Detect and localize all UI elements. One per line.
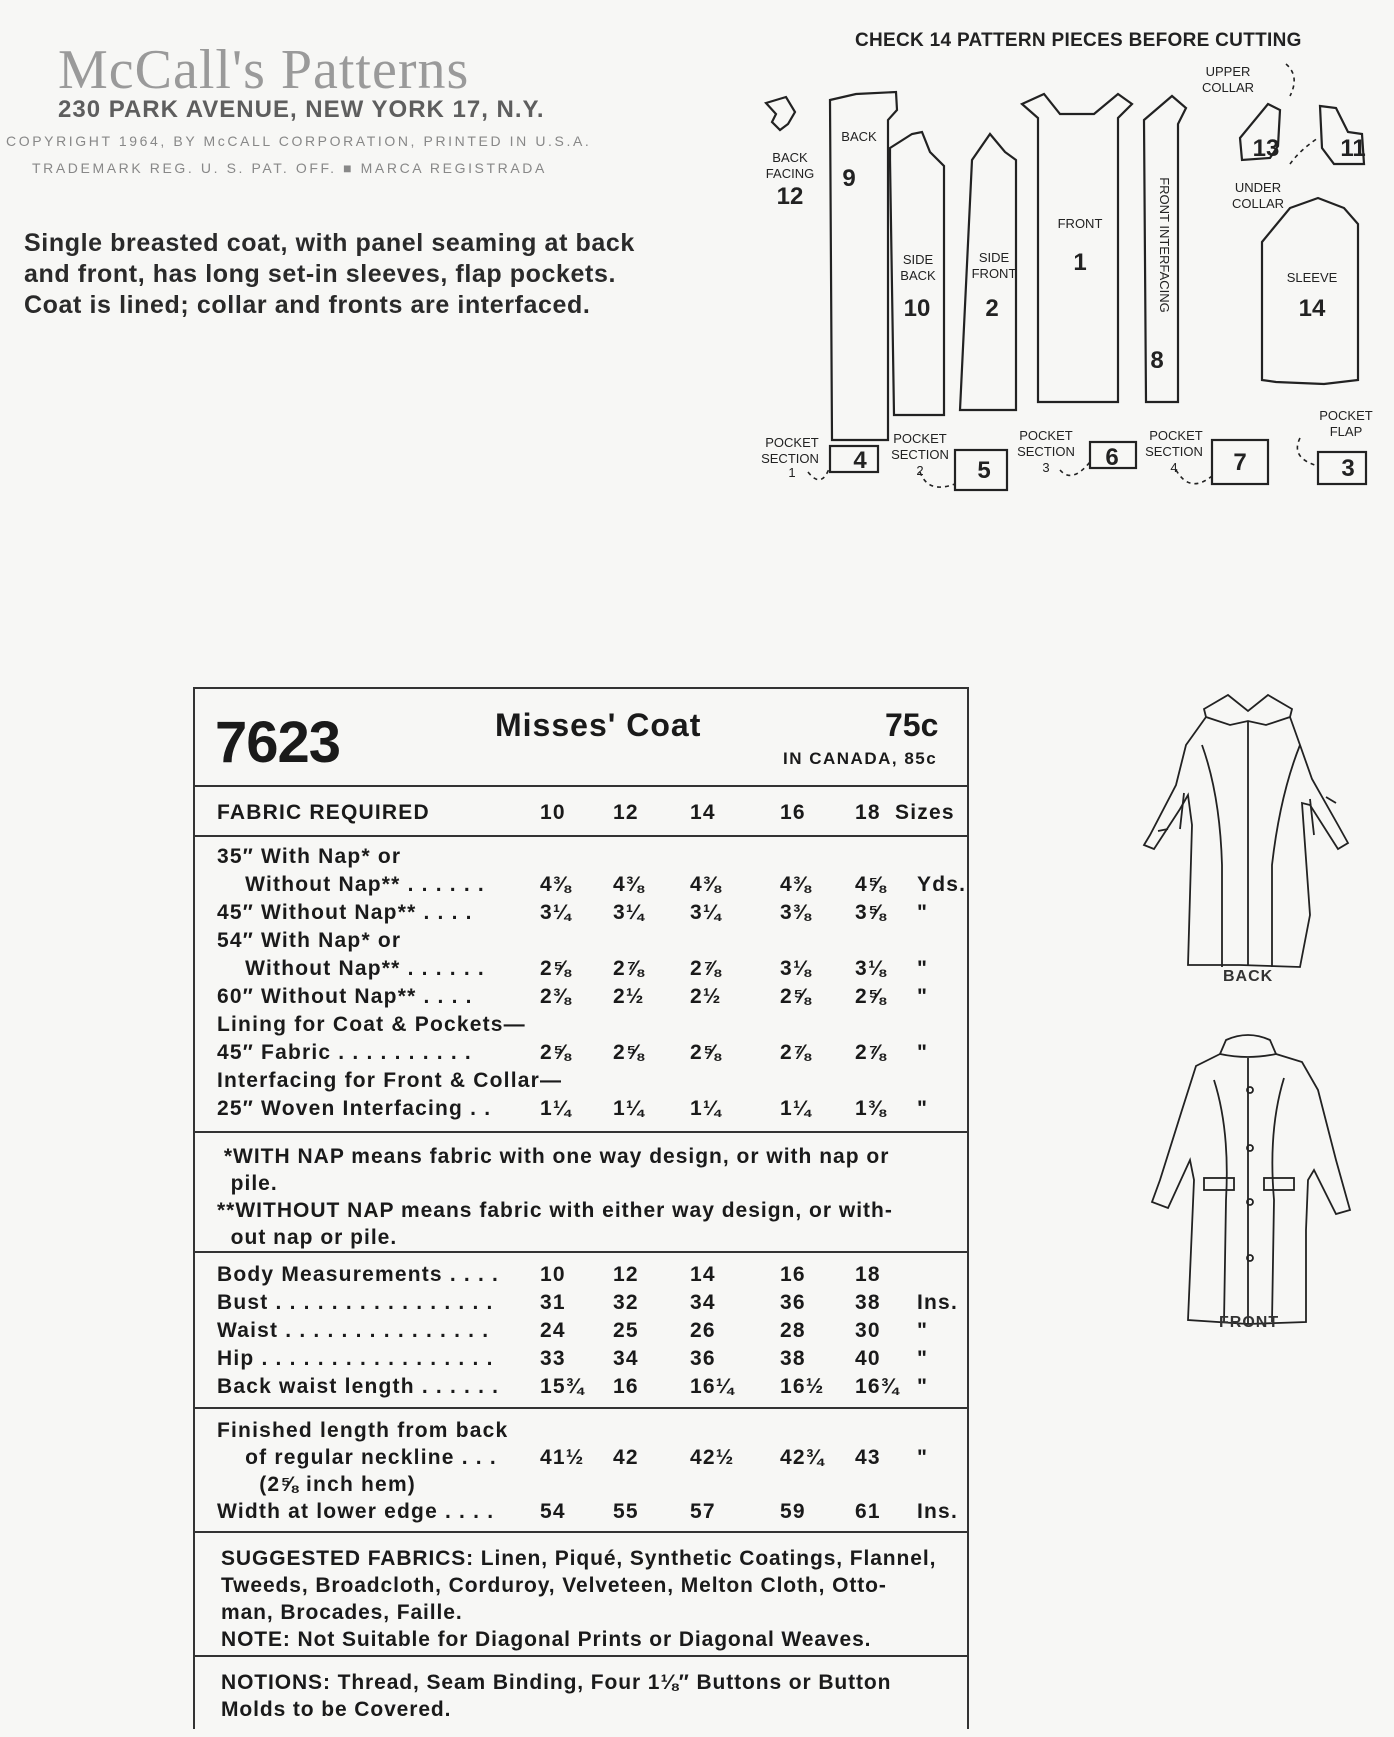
- num-back-facing: 12: [776, 183, 804, 210]
- size-value: 12: [613, 1263, 639, 1286]
- label-side-back-2: BACK: [900, 268, 936, 283]
- size-value: 2⅝: [780, 985, 812, 1008]
- label-pocket-4-b: SECTION: [1145, 444, 1203, 459]
- row-label: 45″ Fabric . . . . . . . . . .: [217, 1041, 472, 1064]
- size-value: 3⅛: [855, 957, 887, 980]
- size-value: 34: [613, 1347, 639, 1370]
- num-under-collar: 11: [1340, 135, 1366, 162]
- garment-sketches: [1140, 685, 1360, 1335]
- table-row: [195, 1375, 967, 1402]
- table-row: [195, 1097, 967, 1124]
- piece-front: [1022, 94, 1132, 402]
- size-value: 30: [855, 1319, 881, 1342]
- size-value: 3¼: [540, 901, 572, 924]
- num-pocket-4: 7: [1233, 449, 1247, 476]
- size-value: 38: [855, 1291, 881, 1314]
- unit-label: ": [917, 901, 929, 924]
- canada-price: IN CANADA, 85c: [783, 749, 938, 768]
- table-row: [195, 901, 967, 928]
- table-row: [195, 1069, 967, 1096]
- table-row: [195, 845, 967, 872]
- label-pocket-3-c: 3: [1042, 460, 1050, 475]
- size-value: 18: [855, 1263, 881, 1286]
- pattern-title: Misses' Coat: [495, 707, 702, 743]
- row-label: of regular neckline . . .: [217, 1446, 497, 1469]
- description-line: and front, has long set-in sleeves, flap pockets.: [24, 260, 617, 288]
- size-value: 4⅜: [690, 873, 722, 896]
- size-header: 12: [613, 801, 639, 824]
- label-sleeve: SLEEVE: [1286, 270, 1338, 285]
- table-row: [195, 1347, 967, 1374]
- row-label: Waist . . . . . . . . . . . . . . .: [217, 1319, 490, 1342]
- label-back-facing-2: FACING: [765, 166, 815, 181]
- unit-label: Ins.: [917, 1500, 958, 1523]
- copyright-line: COPYRIGHT 1964, BY McCALL CORPORATION, PRINTED IN U.S.A.: [6, 133, 592, 149]
- row-label: Bust . . . . . . . . . . . . . . . .: [217, 1291, 494, 1314]
- size-value: 2⅝: [540, 957, 572, 980]
- size-value: 4⅜: [613, 873, 645, 896]
- size-value: 2⅜: [540, 985, 572, 1008]
- size-value: 1¼: [690, 1097, 722, 1120]
- size-value: 25: [613, 1319, 639, 1342]
- row-label: (2⅝ inch hem): [217, 1473, 417, 1496]
- num-pocket-2: 5: [977, 457, 991, 484]
- brand-name: McCall's Patterns: [58, 39, 470, 101]
- size-value: 3¼: [690, 901, 722, 924]
- size-value: 28: [780, 1319, 806, 1342]
- row-label: Without Nap** . . . . . .: [217, 873, 485, 896]
- size-value: 2⅞: [780, 1041, 812, 1064]
- unit-label: ": [917, 1319, 929, 1342]
- back-caption: BACK: [1223, 968, 1274, 985]
- size-value: 10: [540, 1263, 566, 1286]
- size-value: 3⅜: [780, 901, 812, 924]
- num-sleeve: 14: [1298, 295, 1326, 322]
- table-row: [195, 929, 967, 956]
- unit-label: ": [917, 1347, 929, 1370]
- label-side-back-1: SIDE: [902, 252, 934, 267]
- row-label: Body Measurements . . . .: [217, 1263, 500, 1286]
- label-back: BACK: [841, 129, 877, 144]
- label-back-facing-1: BACK: [772, 150, 808, 165]
- size-value: 3⅛: [780, 957, 812, 980]
- fabric-header-label: FABRIC REQUIRED: [217, 801, 430, 824]
- size-value: 2⅝: [855, 985, 887, 1008]
- notions-line: NOTIONS: Thread, Seam Binding, Four 1⅛″ Buttons or Button: [221, 1671, 892, 1694]
- size-value: 54: [540, 1500, 566, 1523]
- piece-sleeve: [1262, 198, 1358, 384]
- size-value: 32: [613, 1291, 639, 1314]
- row-label: Hip . . . . . . . . . . . . . . . . .: [217, 1347, 494, 1370]
- size-value: 2⅝: [613, 1041, 645, 1064]
- nap-note-line: pile.: [217, 1172, 278, 1195]
- label-pocket-3-b: SECTION: [1017, 444, 1075, 459]
- size-value: 61: [855, 1500, 881, 1523]
- size-value: 36: [780, 1291, 806, 1314]
- size-value: 55: [613, 1500, 639, 1523]
- size-value: 2⅝: [690, 1041, 722, 1064]
- unit-label: ": [917, 957, 929, 980]
- label-front-interfacing: FRONT INTERFACING: [1157, 177, 1172, 313]
- size-value: 24: [540, 1319, 566, 1342]
- size-value: 2½: [690, 985, 722, 1008]
- size-value: 36: [690, 1347, 716, 1370]
- brand-address: 230 PARK AVENUE, NEW YORK 17, N.Y.: [58, 96, 545, 123]
- fabric-required-section: [195, 835, 967, 1133]
- back-view-sketch: [1144, 695, 1348, 967]
- row-label: 35″ With Nap* or: [217, 845, 402, 868]
- table-row: [195, 873, 967, 900]
- num-side-back: 10: [903, 295, 931, 322]
- table-row: [195, 1446, 967, 1473]
- notions-line: Molds to be Covered.: [221, 1698, 452, 1721]
- size-value: 16: [780, 1263, 806, 1286]
- table-row: [195, 1319, 967, 1346]
- pattern-header: [195, 689, 967, 785]
- table-row: [195, 1013, 967, 1040]
- size-value: 14: [690, 1263, 716, 1286]
- row-label: 54″ With Nap* or: [217, 929, 402, 952]
- unit-label: ": [917, 1446, 929, 1469]
- row-label: Width at lower edge . . . .: [217, 1500, 495, 1523]
- size-value: 1⅜: [855, 1097, 887, 1120]
- unit-label: Yds.: [917, 873, 967, 896]
- row-label: Without Nap** . . . . . .: [217, 957, 485, 980]
- unit-label: Ins.: [917, 1291, 958, 1314]
- label-under-collar-2: COLLAR: [1231, 196, 1285, 211]
- size-value: 34: [690, 1291, 716, 1314]
- size-value: 4⅜: [780, 873, 812, 896]
- trademark-line: TRADEMARK REG. U. S. PAT. OFF. ■ MARCA REGISTRADA: [32, 160, 547, 176]
- num-pocket-flap: 3: [1341, 455, 1355, 482]
- size-value: 15¾: [540, 1375, 585, 1398]
- description-line: Single breasted coat, with panel seaming at back: [24, 229, 635, 257]
- size-value: 3¼: [613, 901, 645, 924]
- size-value: 2⅞: [690, 957, 722, 980]
- size-value: 1¼: [613, 1097, 645, 1120]
- nap-note-line: out nap or pile.: [217, 1226, 398, 1249]
- size-value: 41½: [540, 1446, 585, 1469]
- pattern-info-table: [193, 687, 969, 1729]
- num-pocket-1: 4: [853, 447, 867, 474]
- size-value: 4⅝: [855, 873, 887, 896]
- label-pocket-1-a: POCKET: [765, 435, 819, 450]
- notions-section: [195, 1655, 967, 1737]
- label-front: FRONT: [1057, 216, 1103, 231]
- nap-note-line: **WITHOUT NAP means fabric with either way design, or with-: [217, 1199, 893, 1222]
- body-measurements-section: [195, 1251, 967, 1409]
- nap-notes-section: [195, 1131, 967, 1253]
- size-value: 1¼: [540, 1097, 572, 1120]
- row-label: Interfacing for Front & Collar—: [217, 1069, 563, 1092]
- pattern-number: 7623: [215, 710, 341, 775]
- piece-back: [830, 92, 897, 440]
- num-upper-collar: 13: [1252, 135, 1280, 162]
- table-row: [195, 1500, 967, 1527]
- size-value: 1¼: [780, 1097, 812, 1120]
- label-pocket-1-b: SECTION: [761, 451, 819, 466]
- nap-note-line: *WITH NAP means fabric with one way design, or with nap or: [217, 1145, 890, 1168]
- unit-label: ": [917, 985, 929, 1008]
- suggested-line: SUGGESTED FABRICS: Linen, Piqué, Synthetic Coatings, Flannel,: [221, 1547, 937, 1570]
- label-pocket-2-a: POCKET: [893, 431, 947, 446]
- unit-label: ": [917, 1097, 929, 1120]
- table-row: [195, 957, 967, 984]
- suggested-line: Tweeds, Broadcloth, Corduroy, Velveteen, Melton Cloth, Otto-: [221, 1574, 887, 1597]
- label-side-front-1: SIDE: [978, 250, 1010, 265]
- unit-label: ": [917, 1041, 929, 1064]
- front-view-sketch: [1152, 1035, 1350, 1324]
- num-side-front: 2: [985, 295, 999, 322]
- pattern-pieces-diagram: [0, 0, 1394, 520]
- num-front: 1: [1073, 249, 1087, 276]
- pieces-title: CHECK 14 PATTERN PIECES BEFORE CUTTING: [855, 30, 1302, 51]
- row-label: Back waist length . . . . . .: [217, 1375, 500, 1398]
- size-value: 4⅜: [540, 873, 572, 896]
- label-side-front-2: FRONT: [971, 266, 1017, 281]
- size-value: 38: [780, 1347, 806, 1370]
- table-row: [195, 1473, 967, 1500]
- size-value: 16: [613, 1375, 639, 1398]
- size-header: 10: [540, 801, 566, 824]
- label-pocket-3-a: POCKET: [1019, 428, 1073, 443]
- label-pocket-4-a: POCKET: [1149, 428, 1203, 443]
- finished-length-section: [195, 1407, 967, 1533]
- label-pocket-flap-1: POCKET: [1319, 408, 1373, 423]
- table-row: [195, 1419, 967, 1446]
- row-label: 25″ Woven Interfacing . .: [217, 1097, 492, 1120]
- piece-back-facing: [766, 97, 795, 130]
- size-value: 26: [690, 1319, 716, 1342]
- label-pocket-4-c: 4: [1170, 460, 1178, 475]
- size-value: 42: [613, 1446, 639, 1469]
- size-value: 2⅝: [540, 1041, 572, 1064]
- label-pocket-2-c: 2: [916, 463, 924, 478]
- suggested-fabrics-section: [195, 1531, 967, 1657]
- front-caption: FRONT: [1219, 1314, 1280, 1331]
- size-value: 59: [780, 1500, 806, 1523]
- num-pocket-3: 6: [1105, 444, 1119, 471]
- table-row: [195, 985, 967, 1012]
- size-header: 18: [855, 801, 881, 824]
- label-upper-collar-1: UPPER: [1205, 64, 1251, 79]
- row-label: Lining for Coat & Pockets—: [217, 1013, 526, 1036]
- size-value: 43: [855, 1446, 881, 1469]
- table-row: [195, 1291, 967, 1318]
- table-row: [195, 1041, 967, 1068]
- pattern-price: 75c: [885, 707, 939, 743]
- size-value: 2⅞: [855, 1041, 887, 1064]
- label-pocket-flap-2: FLAP: [1329, 424, 1363, 439]
- table-row: [195, 1263, 967, 1290]
- fabric-header-row: [195, 785, 967, 837]
- unit-label: ": [917, 1375, 929, 1398]
- label-pocket-1-c: 1: [788, 465, 796, 480]
- suggested-line: NOTE: Not Suitable for Diagonal Prints or Diagonal Weaves.: [221, 1628, 872, 1651]
- size-value: 16½: [780, 1375, 825, 1398]
- row-label: 60″ Without Nap** . . . .: [217, 985, 473, 1008]
- label-upper-collar-2: COLLAR: [1201, 80, 1255, 95]
- size-header: 14: [690, 801, 716, 824]
- label-pocket-2-b: SECTION: [891, 447, 949, 462]
- size-value: 16¼: [690, 1375, 735, 1398]
- description-line: Coat is lined; collar and fronts are interfaced.: [24, 291, 591, 319]
- sizes-label: Sizes: [895, 801, 955, 824]
- size-value: 42¾: [780, 1446, 825, 1469]
- size-value: 31: [540, 1291, 566, 1314]
- num-back: 9: [842, 165, 856, 192]
- row-label: Finished length from back: [217, 1419, 509, 1442]
- size-value: 57: [690, 1500, 716, 1523]
- size-value: 2⅞: [613, 957, 645, 980]
- suggested-line: man, Brocades, Faille.: [221, 1601, 463, 1624]
- size-value: 42½: [690, 1446, 735, 1469]
- num-front-interfacing: 8: [1150, 347, 1164, 374]
- size-value: 16¾: [855, 1375, 900, 1398]
- row-label: 45″ Without Nap** . . . .: [217, 901, 473, 924]
- size-value: 3⅝: [855, 901, 887, 924]
- size-value: 2½: [613, 985, 645, 1008]
- size-value: 33: [540, 1347, 566, 1370]
- size-header: 16: [780, 801, 806, 824]
- label-under-collar-1: UNDER: [1234, 180, 1282, 195]
- size-value: 40: [855, 1347, 881, 1370]
